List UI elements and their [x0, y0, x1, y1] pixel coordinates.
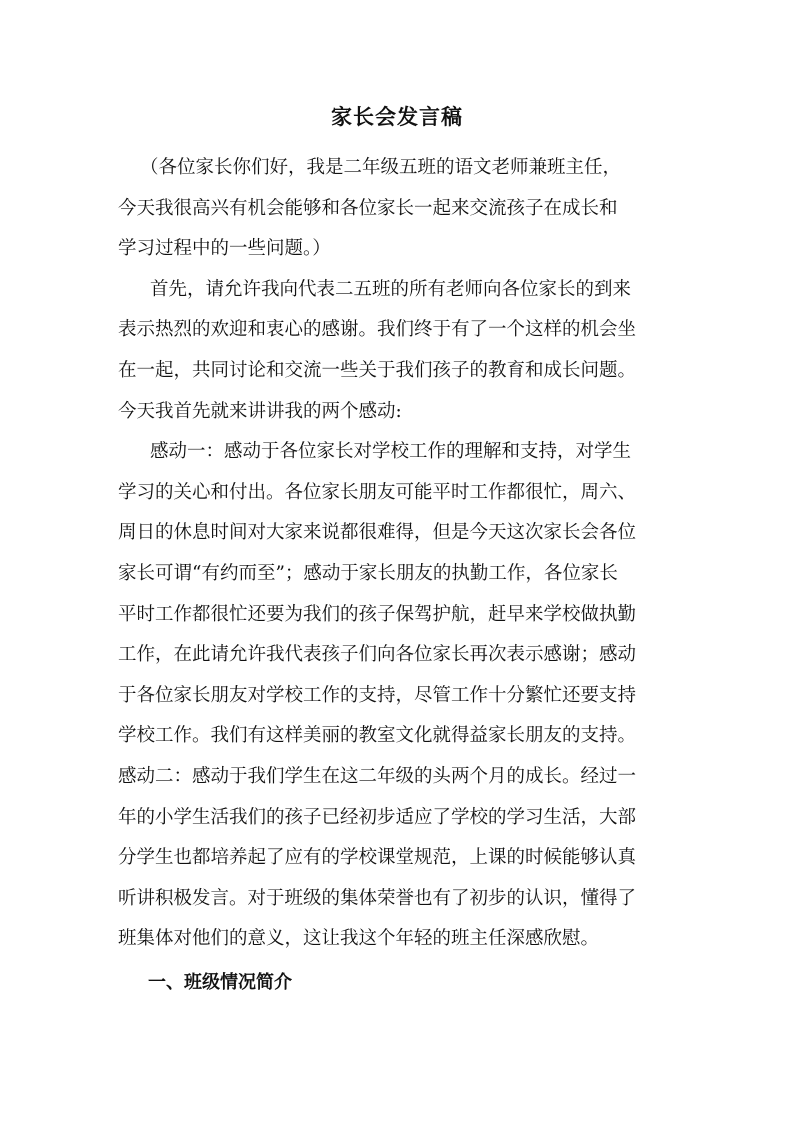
- body-line: 今天我很高兴有机会能够和各位家长一起来交流孩子在成长和: [118, 197, 618, 219]
- body-line: 工作，在此请允许我代表孩子们向各位家长再次表示感谢；感动: [118, 644, 637, 666]
- document-title: 家长会发言稿: [331, 104, 463, 129]
- body-line: 表示热烈的欢迎和衷心的感谢。我们终于有了一个这样的机会坐: [118, 319, 637, 341]
- body-line: 听讲积极发言。对于班级的集体荣誉也有了初步的认识，懂得了: [118, 887, 637, 909]
- body-line: 班集体对他们的意义，这让我这个年轻的班主任深感欣慰。: [118, 928, 600, 950]
- body-line: 家长可谓“有约而至”；感动于家长朋友的执勤工作，各位家长: [118, 562, 618, 584]
- body-line: 学习的关心和付出。各位家长朋友可能平时工作都很忙，周六、: [118, 481, 637, 503]
- body-line: 周日的休息时间对大家来说都很难得，但是今天这次家长会各位: [118, 522, 637, 544]
- body-line: 在一起，共同讨论和交流一些关于我们孩子的教育和成长问题。: [118, 359, 637, 381]
- body-line: 首先，请允许我向代表二五班的所有老师向各位家长的到来: [150, 278, 632, 300]
- body-line: 学习过程中的一些问题。）: [118, 238, 331, 260]
- body-line: 感动一：感动于各位家长对学校工作的理解和支持，对学生: [150, 441, 632, 463]
- body-line: 平时工作都很忙还要为我们的孩子保驾护航，赶早来学校做执勤: [118, 603, 637, 625]
- body-line: 分学生也都培养起了应有的学校课堂规范，上课的时候能够认真: [118, 847, 637, 869]
- body-line: 今天我首先就来讲讲我的两个感动:: [118, 400, 402, 422]
- body-line: 于各位家长朋友对学校工作的支持，尽管工作十分繁忙还要支持: [118, 684, 637, 706]
- section-heading: 一、班级情况简介: [148, 971, 292, 993]
- body-line: 年的小学生活我们的孩子已经初步适应了学校的学习生活，大部: [118, 806, 637, 828]
- body-line: （各位家长你们好，我是二年级五班的语文老师兼班主任，: [140, 157, 622, 178]
- body-line: 感动二：感动于我们学生在这二年级的头两个月的成长。经过一: [118, 765, 637, 787]
- document-body: [118, 148, 678, 1003]
- body-line: 学校工作。我们有这样美丽的教室文化就得益家长朋友的支持。: [118, 725, 637, 747]
